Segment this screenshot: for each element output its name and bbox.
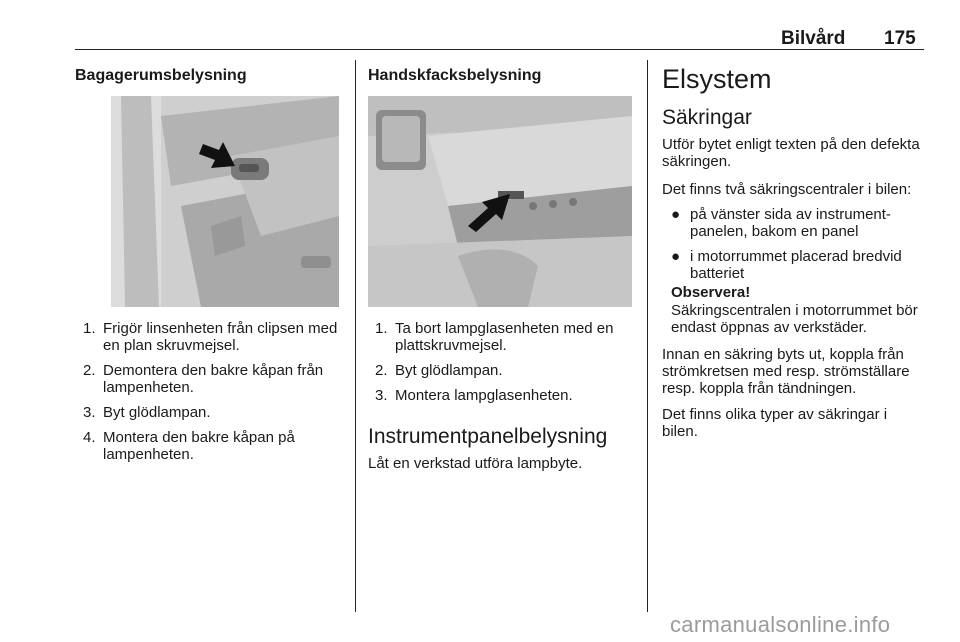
col1-steps	[83, 320, 345, 471]
running-header-section: Bilvård	[781, 28, 846, 49]
list-item: ● på vänster sida av instrument-panelen, bakom en panel	[671, 206, 891, 240]
list-item: 2. Demontera den bakre kåpan från lampenheten.	[83, 362, 324, 396]
list-item: 4. Montera den bakre kåpan på lampenheten.	[83, 429, 295, 463]
fuse-types-text: Det finns olika typer av säkringar i bilen.	[662, 406, 888, 440]
trunk-light-illustration	[111, 96, 339, 307]
col1-title: Bagagerumsbelysning	[75, 67, 247, 84]
watermark: carmanualsonline.info	[670, 612, 891, 637]
fuses-intro: Utför bytet enligt texten på den defekta säkringen.	[662, 136, 920, 170]
instrument-panel-heading: Instrumentpanelbelysning	[368, 425, 608, 448]
list-item: 3. Byt glödlampan.	[83, 404, 211, 421]
instrument-panel-text: Låt en verkstad utföra lampbyte.	[368, 455, 583, 472]
fuse-centers-text: Det finns två säkringscentraler i bilen:	[662, 181, 912, 198]
header-rule	[75, 49, 924, 50]
trunk-light-photo	[111, 96, 339, 307]
section-heading: Elsystem	[662, 64, 772, 94]
column-divider-right	[647, 60, 648, 612]
list-item: 1. Ta bort lampglasenheten med en plattskruvmejsel.	[375, 320, 614, 354]
glovebox-light-illustration	[368, 96, 632, 307]
note-title: Observera!	[671, 284, 751, 301]
fuse-locations-list	[662, 206, 924, 290]
column-divider-left	[355, 60, 356, 612]
col2-steps	[375, 320, 637, 412]
list-item: ● i motorrummet placerad bredvid batteriet	[671, 248, 902, 282]
list-item: 2. Byt glödlampan.	[375, 362, 503, 379]
glovebox-light-photo	[368, 96, 632, 307]
col2-title: Handskfacksbelysning	[368, 67, 542, 84]
list-item: 3. Montera lampglasenheten.	[375, 387, 573, 404]
note-text: Säkringscentralen i motorrummet bör endast öppnas av verkstäder.	[671, 302, 918, 336]
fuses-heading: Säkringar	[662, 106, 752, 129]
fuse-replace-text: Innan en säkring byts ut, koppla från strömkretsen med resp. strömställare resp. koppla från tändningen.	[662, 346, 910, 397]
list-item: 1. Frigör linsenheten från clipsen med en plan skruvmejsel.	[83, 320, 338, 354]
page-number: 175	[884, 28, 916, 49]
